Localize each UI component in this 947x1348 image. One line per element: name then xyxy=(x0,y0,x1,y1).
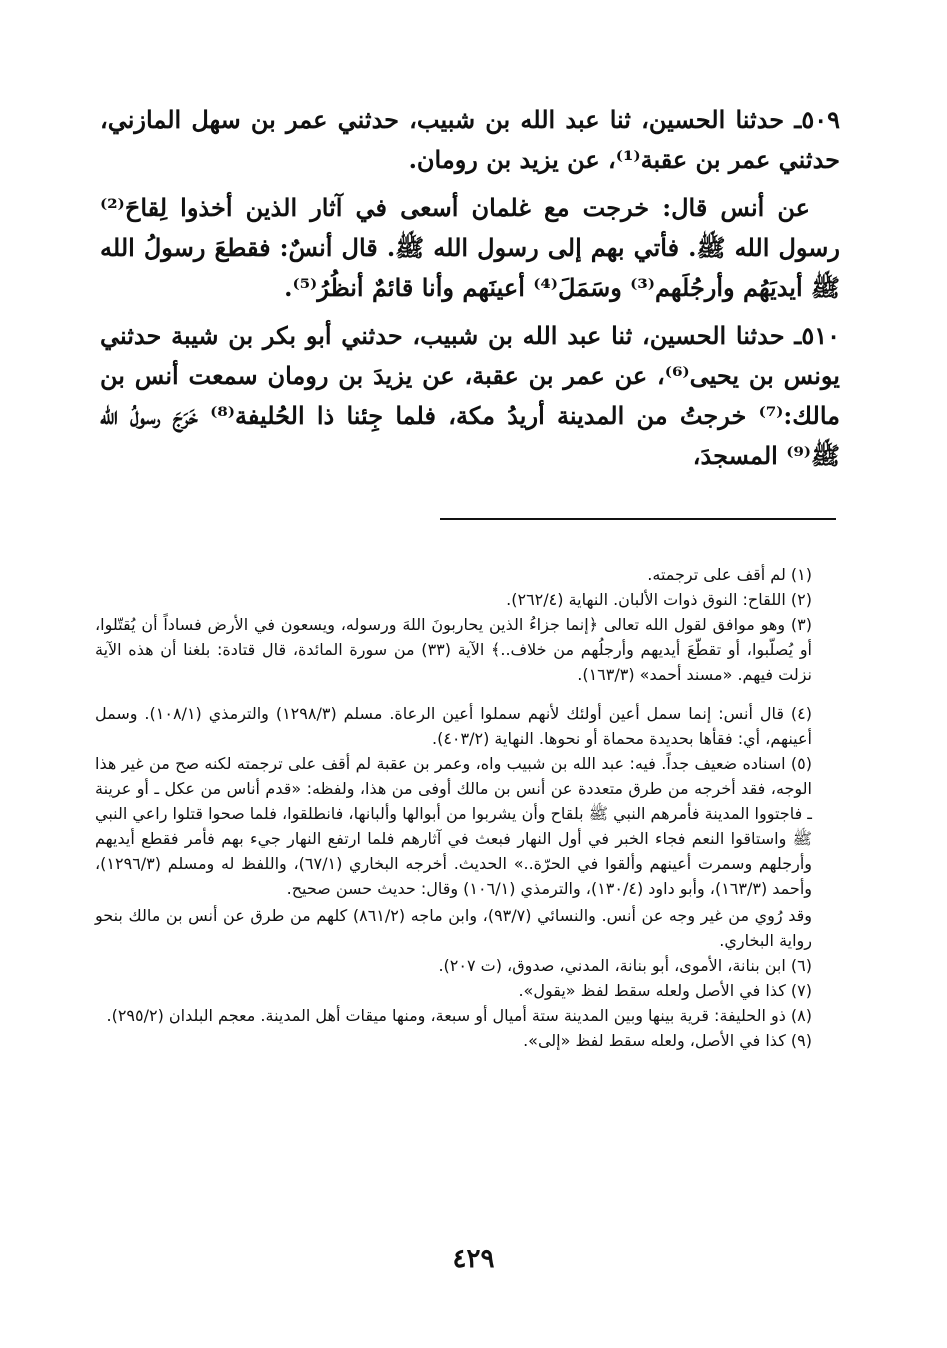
footnote-8: (٨) ذو الحليفة: قرية بينها وبين المدينة ستة أميال أو سبعة، ومنها ميقات أهل المدينة. معجم البلدان (٢٩٥/٢). xyxy=(106,1006,812,1025)
hadith-509-matn: عن أنس قال: خرجت مع غلمان أسعى في آثار الذين أخذوا لِقاحَ⁽²⁾ رسول الله ﷺ. فأتي بهم إلى رسول الله ﷺ. قال أنسٌ: فقطعَ رسولُ الله ﷺ أيديَهُم وأرجُلَهم⁽³⁾ وسَمَلَ⁽⁴⁾ أعينَهم وأنا قائمٌ أنظُرُ⁽⁵⁾. xyxy=(100,193,840,302)
footnote-6: (٦) ابن بنانة، الأموى، أبو بنانة، المدني، صدوق، (ت ٢٠٧). xyxy=(438,956,812,975)
footnote-2: (٢) اللقاح: النوق ذوات الألبان. النهاية (٢٦٢/٤). xyxy=(506,590,812,609)
hadith-text xyxy=(100,100,840,484)
footnotes xyxy=(95,562,840,1053)
footnote-3: (٣) وهو موافق لقول الله تعالى ﴿إنما جزاءُ الذين يحاربونَ اللهَ ورسوله، ويسعون في الأرض فساداً أن يُقتّلوا، أو يُصلّبوا، أو تقطّعَ أيديهم وأرجلُهم من خلاف..﴾ الآية (٣٣) من سورة المائدة، قال قتادة: بلغنا أن هذه الآية نزلت فيهم. «مسند أحمد» (١٦٣/٣). xyxy=(95,615,812,684)
page-number: ٤٢٩ xyxy=(452,1244,495,1274)
footnote-5-continued: وقد رُوي من غير وجه عن أنس. والنسائي (٩٣/٧)، وابن ماجه (٨٦١/٢) كلهم من طرق عن أنس بن مالك بنحو رواية البخاري. xyxy=(95,906,812,950)
hadith-509-isnad: ٥٠٩ـ حدثنا الحسين، ثنا عبد الله بن شبيب، حدثني عمر بن سهل المازني، حدثني عمر بن عقبة⁽¹⁾، عن يزيد بن رومان. xyxy=(100,105,840,174)
footnote-1: (١) لم أقف على ترجمته. xyxy=(647,565,812,584)
footnote-divider xyxy=(440,518,836,520)
footnote-4: (٤) قال أنس: إنما سمل أعين أولئك لأنهم سملوا أعين الرعاة. مسلم (١٢٩٨/٣) والترمذي (١٠٨/١). وسمل أعينهم، أي: فقأها بحديدة محماة أو نحوها. النهاية (٤٠٣/٢). xyxy=(95,704,812,748)
hadith-510: ٥١٠ـ حدثنا الحسين، ثنا عبد الله بن شبيب، حدثني أبو بكر بن شيبة حدثني يونس بن يحيى⁽⁶⁾، عن عمر بن عقبة، عن يزيدَ بن رومان سمعت أنس بن مالك:⁽⁷⁾ خرجتُ من المدينة أريدُ مكة، فلما جِئنا ذا الحُليفة⁽⁸⁾ خَرَجَ رسولُ الله ﷺ⁽⁹⁾ المسجدَ، xyxy=(100,321,840,470)
footnote-5: (٥) اسناده ضعيف جداً. فيه: عبد الله بن شبيب واه، وعمر بن عقبة لم أقف على ترجمته لكنه صح من غير هذا الوجه، فقد أخرجه من طرق متعددة عن أنس بن مالك أوفى من هذا، ولفظه: «قدم أناس من عكل ـ أو عرينة ـ فاجتووا المدينة فأمرهم النبي ﷺ بلقاح وأن يشربوا من أبوالها وألبانها، فانطلقوا، فلما صحوا قتلوا راعي النبي ﷺ واستاقوا النعم فجاء الخبر في أول النهار فبعث في آثارهم فلما ارتفع النهار جيء بهم فأمر فقطع أيديهم وأرجلهم وسمرت أعينهم وألقوا في الحرّة..» الحديث. أخرجه البخاري (٦٧/١)، واللفظ له ومسلم (١٢٩٦/٣)، وأحمد (١٦٣/٣)، وأبو داود (١٣٠/٤)، والترمذي (١٠٦/١) وقال: حديث حسن صحيح. xyxy=(94,754,812,898)
footnote-9: (٩) كذا في الأصل، ولعله سقط لفظ «إلى». xyxy=(523,1031,812,1050)
footnote-7: (٧) كذا في الأصل ولعله سقط لفظ «يقول». xyxy=(518,981,812,1000)
